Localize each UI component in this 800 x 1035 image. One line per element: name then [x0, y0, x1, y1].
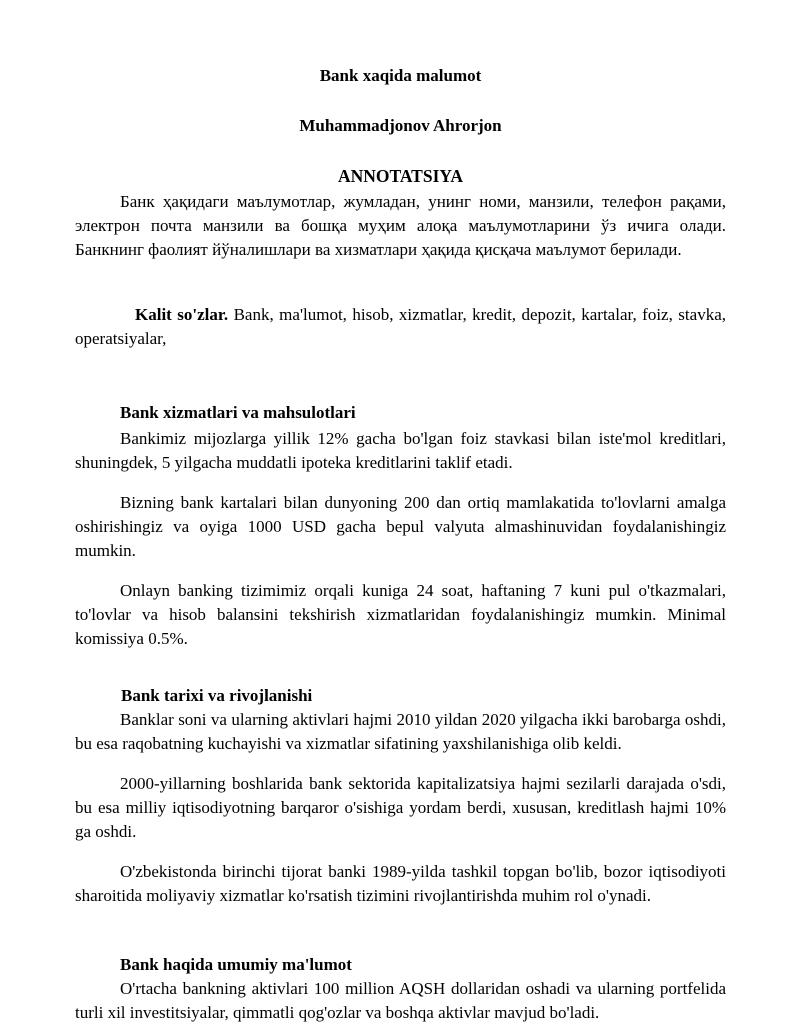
- history-paragraph-1: Banklar soni va ularning aktivlari hajmi 2010 yildan 2020 yilgacha ikki barobarga oshdi, bu esa raqobatning kuchayishi va xizmatlar sifatining yaxshilanishiga olib keldi.: [75, 710, 726, 753]
- document-title: Bank xaqida malumot: [319, 66, 482, 85]
- annotation-heading: ANNOTATSIYA: [337, 166, 464, 186]
- author-name: Muhammadjonov Ahrorjon: [299, 116, 502, 135]
- section-heading-general: Bank haqida umumiy ma'lumot: [120, 955, 352, 974]
- keywords-paragraph: [75, 303, 726, 351]
- section-heading-history: Bank tarixi va rivojlanishi: [121, 686, 313, 705]
- services-paragraph-3: Onlayn banking tizimimiz orqali kuniga 24 soat, haftaning 7 kuni pul o'tkazmalari, to'lovlar va hisob balansini tekshirish xizmatlaridan foydalanishingiz mumkin. Minimal komissiya 0.5%.: [75, 581, 726, 648]
- keywords-label: Kalit so'zlar.: [135, 305, 229, 324]
- annotation-paragraph: Банк ҳақидаги маълумотлар, жумладан, унинг номи, манзили, телефон рақами, электрон почта манзили ва бошқа муҳим алоқа маълумотларини ўз ичига олади. Банкнинг фаолият йўналишлари ва хизматлари ҳақида қисқача маълумот берилади.: [75, 192, 726, 259]
- services-paragraph-2: Bizning bank kartalari bilan dunyoning 200 dan ortiq mamlakatida to'lovlarni amalga oshirishingiz va oyiga 1000 USD gacha bepul valyuta almashinuvidan foydalanishingiz mumkin.: [75, 493, 726, 560]
- keywords-list: Bank, ma'lumot, hisob, xizmatlar, kredit, depozit, kartalar, foiz, stavka, operatsiyalar,: [75, 305, 726, 348]
- history-paragraph-2: 2000-yillarning boshlarida bank sektorida kapitalizatsiya hajmi sezilarli darajada o'sdi, bu esa milliy iqtisodiyotning barqaror o'sishiga yordam berdi, xususan, kreditlash hajmi 10% ga oshdi.: [75, 774, 726, 841]
- section-heading-services: Bank xizmatlari va mahsulotlari: [120, 403, 356, 422]
- services-paragraph-1: Bankimiz mijozlarga yillik 12% gacha bo'lgan foiz stavkasi bilan iste'mol kreditlari, shuningdek, 5 yilgacha muddatli ipoteka kreditlarini taklif etadi.: [75, 429, 726, 472]
- general-paragraph-1: O'rtacha bankning aktivlari 100 million AQSH dollaridan oshadi va ularning portfelida turli xil investitsiyalar, qimmatli qog'ozlar va boshqa aktivlar mavjud bo'ladi.: [75, 979, 726, 1022]
- history-paragraph-3: O'zbekistonda birinchi tijorat banki 1989-yilda tashkil topgan bo'lib, bozor iqtisodiyoti sharoitida moliyaviy xizmatlar ko'rsatish tizimini rivojlantirishda muhim rol o'ynadi.: [75, 862, 726, 905]
